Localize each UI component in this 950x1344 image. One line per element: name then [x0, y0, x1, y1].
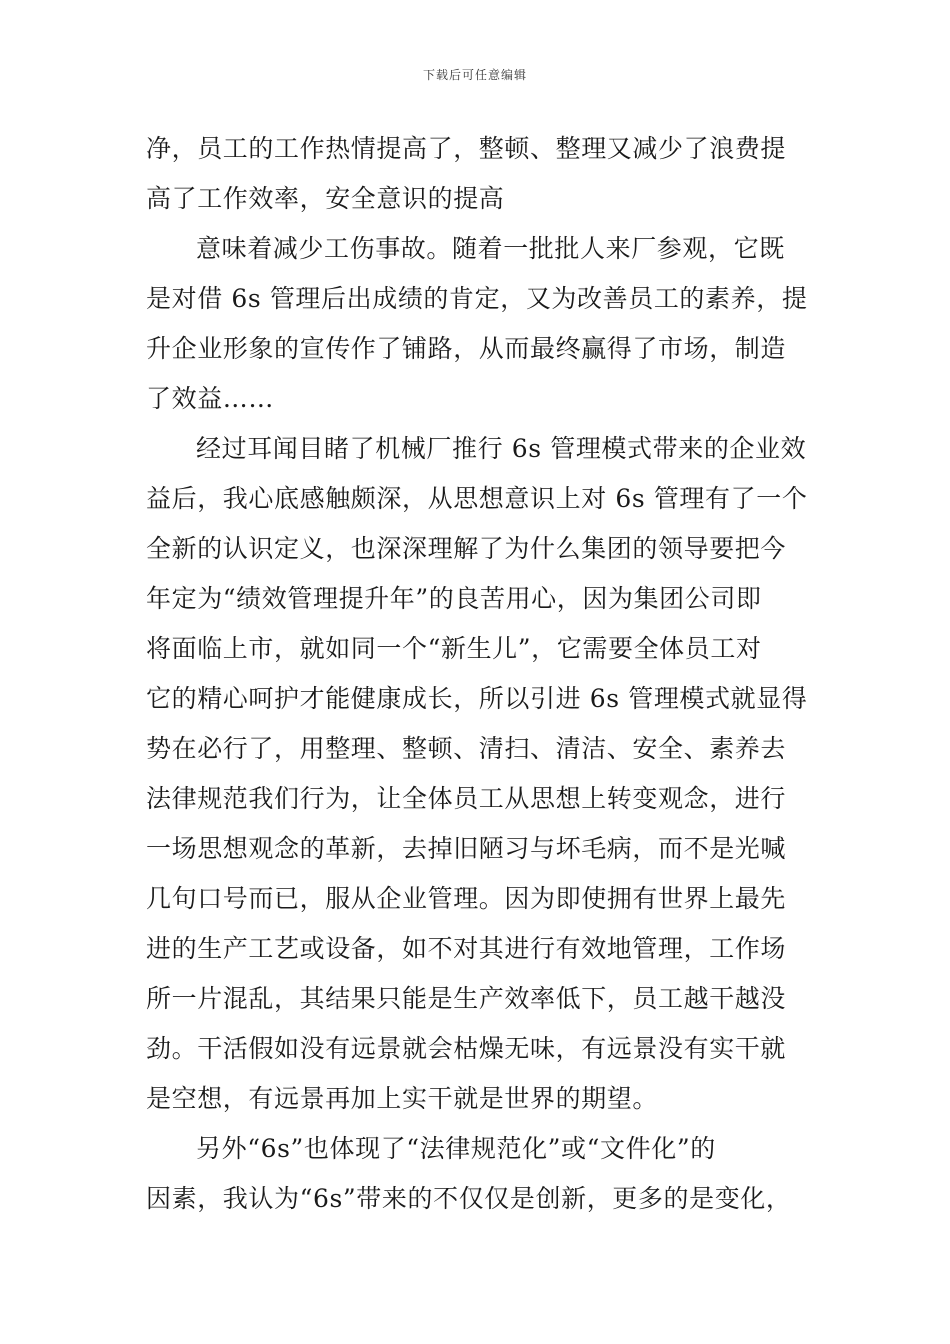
text-line: 全新的认识定义，也深深理解了为什么集团的领导要把今: [146, 534, 787, 563]
text-line: 因素，我认为“6s”带来的不仅仅是创新，更多的是变化，: [146, 1184, 792, 1213]
text-line: 经过耳闻目睹了机械厂推行 6s 管理模式带来的企业效: [196, 434, 807, 463]
text-line: 所一片混乱，其结果只能是生产效率低下，员工越干越没: [146, 984, 787, 1013]
text-line: 将面临上市，就如同一个“新生儿”，它需要全体员工对: [146, 634, 762, 663]
text-line: 是对借 6s 管理后出成绩的肯定，又为改善员工的素养，提: [146, 284, 808, 313]
document-body: [146, 124, 826, 1224]
text-line: 升企业形象的宣传作了铺路，从而最终赢得了市场，制造: [146, 334, 787, 363]
text-line: 它的精心呵护才能健康成长，所以引进 6s 管理模式就显得: [146, 684, 808, 713]
text-line: 势在必行了，用整理、整顿、清扫、清洁、安全、素养去: [146, 734, 787, 763]
text-line: 高了工作效率，安全意识的提高: [146, 184, 505, 213]
text-line: 法律规范我们行为，让全体员工从思想上转变观念，进行: [146, 784, 787, 813]
text-line: 净，员工的工作热情提高了，整顿、整理又减少了浪费提: [146, 134, 787, 163]
page-header: 下载后可任意编辑: [422, 68, 527, 82]
text-line: 劲。干活假如没有远景就会枯燥无味，有远景没有实干就: [146, 1034, 787, 1063]
text-line: 另外“6s”也体现了“法律规范化”或“文件化”的: [196, 1134, 716, 1163]
text-line: 几句口号而已，服从企业管理。因为即使拥有世界上最先: [146, 884, 787, 913]
text-line: 一场思想观念的革新，去掉旧陋习与坏毛病，而不是光喊: [146, 834, 787, 863]
text-line: 意味着减少工伤事故。随着一批批人来厂参观，它既: [196, 234, 785, 263]
text-line: 年定为“绩效管理提升年”的良苦用心，因为集团公司即: [146, 584, 762, 613]
text-line: 益后，我心底感触颇深，从思想意识上对 6s 管理有了一个: [146, 484, 808, 513]
text-line: 是空想，有远景再加上实干就是世界的期望。: [146, 1084, 659, 1113]
text-line: 了效益……: [146, 384, 275, 413]
text-line: 进的生产工艺或设备，如不对其进行有效地管理，工作场: [146, 934, 787, 963]
